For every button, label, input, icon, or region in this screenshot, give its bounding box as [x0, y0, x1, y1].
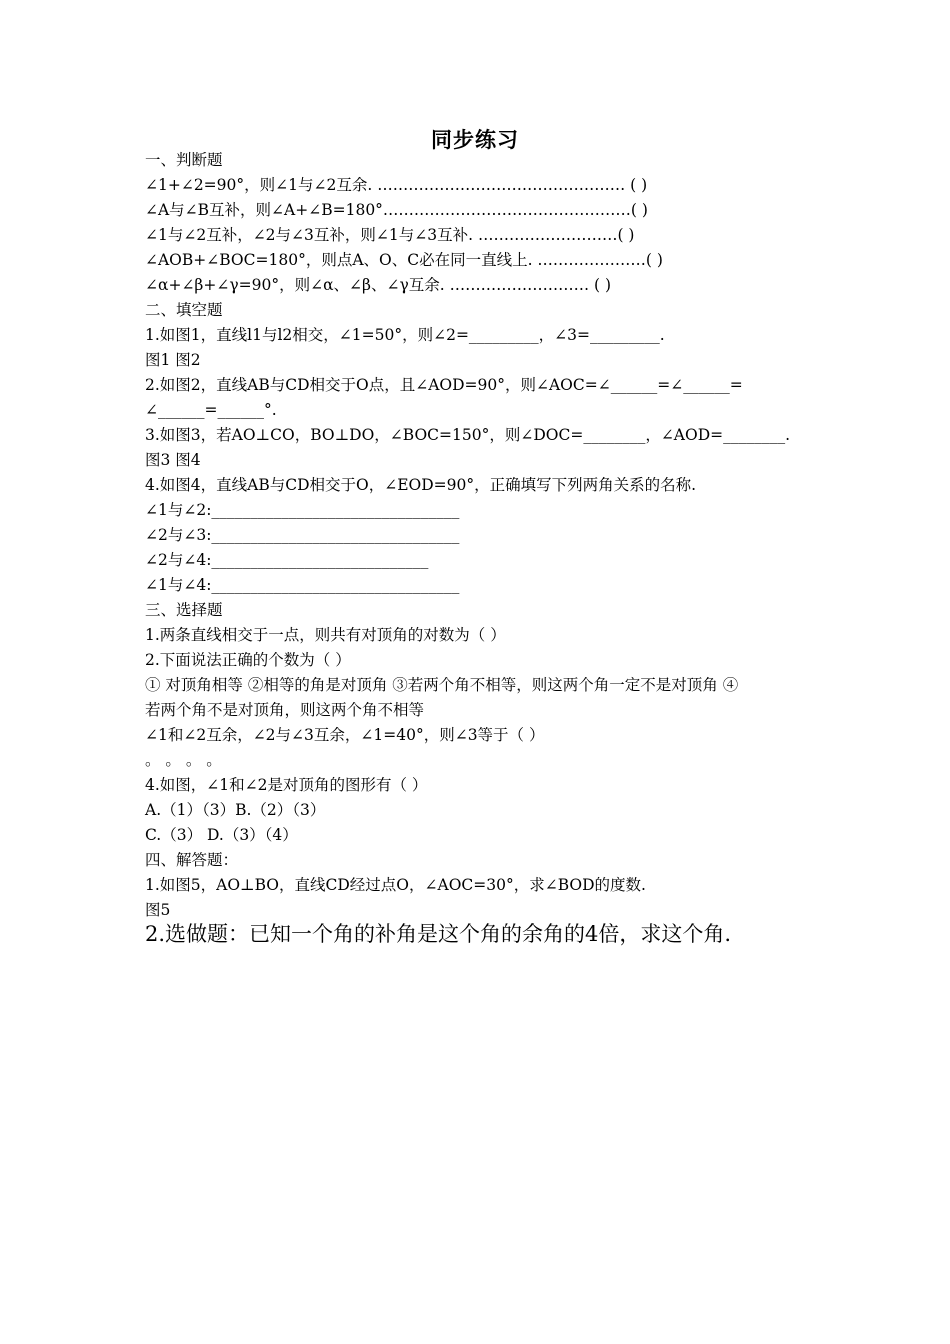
- question-line: 。 。 。 。: [145, 751, 222, 769]
- question-line: ∠1和∠2互余，∠2与∠3互余，∠1=40°，则∠3等于（ ）: [145, 726, 545, 744]
- question-line: ∠2与∠3:________________________________: [145, 526, 460, 544]
- section-heading-fill: 二、填空题: [145, 301, 223, 319]
- figure-captions: 图5: [145, 901, 171, 919]
- question-line: ∠1与∠2:________________________________: [145, 501, 460, 519]
- question-line: 3.如图3，若AO⊥CO，BO⊥DO，∠BOC=150°，则∠DOC=________，∠AOD=________.: [145, 426, 791, 444]
- question-line: ① 对顶角相等 ②相等的角是对顶角 ③若两个角不相等，则这两个角一定不是对顶角 ④: [145, 676, 739, 694]
- question-line: 1.如图5，AO⊥BO，直线CD经过点O，∠AOC=30°，求∠BOD的度数.: [145, 876, 646, 894]
- question-line: ∠1+∠2=90°，则∠1与∠2互余. ………………………………………… ( ): [145, 176, 648, 194]
- section-heading-choice: 三、选择题: [145, 601, 223, 619]
- question-line: ∠2与∠4:____________________________: [145, 551, 429, 569]
- question-line: 1.两条直线相交于一点，则共有对顶角的对数为（ ）: [145, 626, 506, 644]
- answer-options: C.（3） D.（3）（4）: [145, 826, 298, 844]
- question-line: ∠1与∠4:________________________________: [145, 576, 460, 594]
- question-line: 4.如图，∠1和∠2是对顶角的图形有（ ）: [145, 776, 428, 794]
- question-line: 2.下面说法正确的个数为（ ）: [145, 651, 351, 669]
- section-heading-solve: 四、解答题：: [145, 851, 239, 869]
- question-line: ∠A与∠B互补，则∠A+∠B=180°…………………………………………( ): [145, 201, 648, 219]
- question-line: ∠1与∠2互补，∠2与∠3互补，则∠1与∠3互补. ………………………( ): [145, 226, 635, 244]
- section-heading-judgement: 一、判断题: [145, 151, 223, 169]
- figure-captions: 图3 图4: [145, 451, 201, 469]
- question-line: 1.如图1，直线l1与l2相交，∠1=50°，则∠2=_________，∠3=_________.: [145, 326, 665, 344]
- question-line: 4.如图4，直线AB与CD相交于O，∠EOD=90°，正确填写下列两角关系的名称.: [145, 476, 697, 494]
- question-line: 2.如图2，直线AB与CD相交于O点，且∠AOD=90°，则∠AOC=∠______=∠______=: [145, 376, 743, 394]
- document-title: 同步练习: [431, 127, 519, 152]
- question-line: ∠______=______°.: [145, 401, 277, 419]
- question-line: ∠α+∠β+∠γ=90°，则∠α、∠β、∠γ互余. ……………………… ( ): [145, 276, 612, 294]
- optional-question: 2.选做题：已知一个角的补角是这个角的余角的4倍，求这个角.: [145, 922, 732, 946]
- answer-options: A.（1）（3）B.（2）（3）: [145, 801, 326, 819]
- figure-captions: 图1 图2: [145, 351, 201, 369]
- question-line: 若两个角不是对顶角，则这两个角不相等: [145, 701, 425, 719]
- question-line: ∠AOB+∠BOC=180°，则点A、O、C必在同一直线上. …………………( ): [145, 251, 663, 269]
